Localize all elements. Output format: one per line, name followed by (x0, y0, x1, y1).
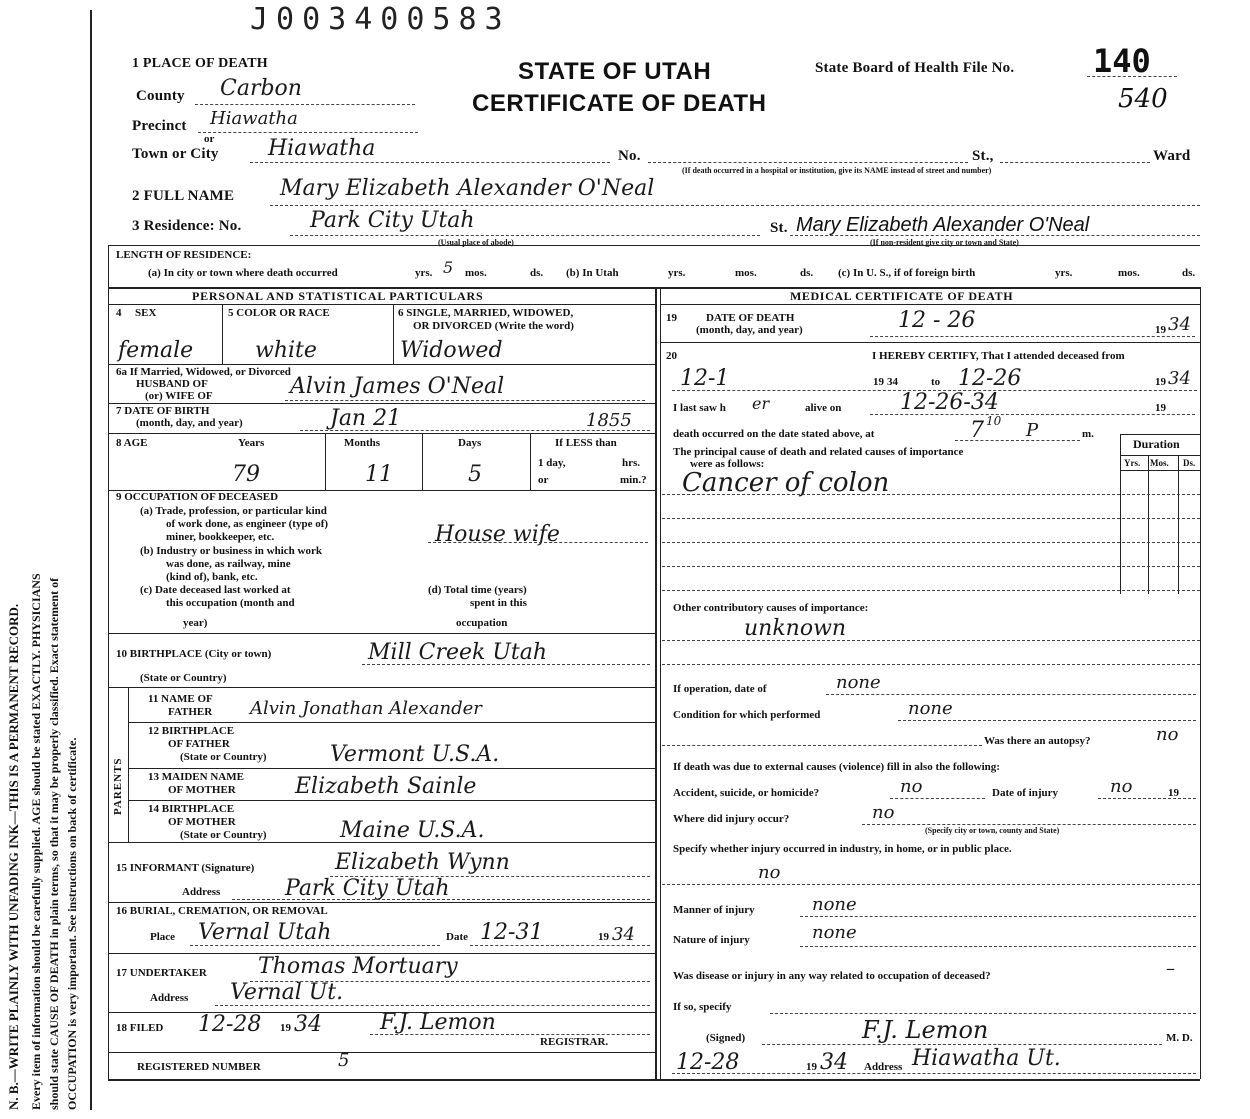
length-title: LENGTH OF RESIDENCE: (116, 249, 252, 261)
where-injury-value: no (872, 802, 895, 823)
marital-label-2: OR DIVORCED (Write the word) (413, 320, 574, 332)
time-minute: 10 (986, 414, 1002, 428)
residence-value: Park City Utah (310, 208, 475, 233)
informant-address-label: Address (182, 886, 221, 898)
days-label: Days (458, 437, 482, 449)
duration-mos: Mos. (1150, 458, 1169, 468)
length-a: (a) In city or town where death occurred (148, 267, 338, 279)
birthplace-value: Mill Creek Utah (368, 640, 548, 665)
precinct-label: Precinct (132, 118, 187, 134)
town-value: Hiawatha (268, 136, 376, 161)
length-b-mos: mos. (735, 267, 757, 279)
length-c-yrs: yrs. (1055, 267, 1073, 279)
length-b-ds: ds. (800, 267, 814, 279)
burial-place-label: Place (150, 931, 176, 943)
signed-year-prefix: 19 (806, 1061, 817, 1073)
undertaker-value: Thomas Mortuary (258, 954, 458, 979)
injury-date-value: no (1110, 776, 1133, 797)
last-seen-value: 12-26-34 (900, 390, 999, 415)
informant-value: Elizabeth Wynn (335, 850, 510, 875)
burial-place-value: Vernal Utah (198, 920, 332, 945)
time-pm: P (1026, 420, 1039, 441)
occ-c-2: this occupation (month and (166, 597, 295, 609)
accident-label: Accident, suicide, or homicide? (673, 787, 820, 799)
secondary-number: 540 (1118, 84, 1168, 114)
occ-d-3: occupation (456, 617, 508, 629)
autopsy-value: no (1156, 724, 1179, 745)
duration-label: Duration (1133, 437, 1180, 451)
dob-value: Jan 21 (330, 406, 402, 431)
physician-address-label: Address (864, 1061, 903, 1073)
date-of-death-value: 12 - 26 (898, 308, 976, 333)
residence-label: 3 Residence: No. (132, 218, 242, 234)
length-a-yrs: yrs. (415, 267, 433, 279)
color-label: 5 COLOR OR RACE (228, 307, 330, 319)
or-label: or (204, 133, 215, 145)
last-saw-her: er (752, 394, 770, 413)
state-title: STATE OF UTAH (518, 58, 712, 85)
frame-middle-2 (660, 287, 661, 1079)
filed-label: 18 FILED (116, 1022, 164, 1034)
length-a-mos: mos. (465, 267, 487, 279)
st-label: St., (972, 148, 994, 164)
father-bp-label-2: OF FATHER (168, 738, 230, 750)
serial-number: J003400583 (250, 2, 511, 37)
occupation-related-value: – (1166, 958, 1175, 979)
occ-b-3: (kind of), bank, etc. (166, 571, 258, 583)
spouse-label-2: HUSBAND OF (136, 378, 208, 390)
mother-bp-value: Maine U.S.A. (340, 818, 485, 843)
occupation-value: House wife (435, 522, 560, 547)
dob-year: 1855 (586, 410, 632, 431)
occupation-label: 9 OCCUPATION OF DECEASED (116, 491, 279, 503)
if-so-label: If so, specify (673, 1001, 732, 1013)
mother-bp-label-3: (State or Country) (180, 829, 267, 841)
physician-address: Hiawatha Ut. (912, 1046, 1061, 1071)
length-c-ds: ds. (1182, 267, 1196, 279)
cause-value: Cancer of colon (682, 468, 890, 498)
full-name-label: 2 FULL NAME (132, 188, 235, 204)
father-label-1: 11 NAME OF (148, 693, 213, 705)
medical-title: MEDICAL CERTIFICATE OF DEATH (790, 289, 1014, 303)
side-note-line4: OCCUPATION is very important. See instructions on back of certificate. (65, 737, 79, 1110)
father-bp-label-3: (State or Country) (180, 751, 267, 763)
frame-right (1200, 287, 1201, 1079)
undertaker-address-value: Vernal Ut. (230, 980, 344, 1005)
length-c: (c) In U. S., if of foreign birth (838, 267, 976, 279)
certificate-title: CERTIFICATE OF DEATH (472, 90, 767, 117)
item-4-number: 4 (116, 307, 122, 319)
town-label: Town or City (132, 146, 219, 162)
occ-b-1: (b) Industry or business in which work (140, 545, 322, 557)
registrar-label: REGISTRAR. (540, 1036, 609, 1048)
min-label: min.? (620, 474, 647, 486)
registered-number-value: 5 (338, 1050, 350, 1071)
residence-st-label: St. (770, 220, 788, 236)
condition-value: none (908, 698, 953, 719)
last-saw-label: I last saw h (673, 402, 726, 414)
personal-title: PERSONAL AND STATISTICAL PARTICULARS (192, 289, 484, 303)
rule-bottom (108, 1079, 1200, 1081)
occ-a-2: of work done, as engineer (type of) (166, 518, 329, 530)
registrar-signature: F.J. Lemon (380, 1010, 496, 1035)
mother-bp-label-1: 14 BIRTHPLACE (148, 803, 235, 815)
to-year: 34 (1168, 368, 1191, 389)
external-causes-label: If death was due to external causes (violence) fill in also the following: (673, 761, 1000, 773)
no-label: No. (618, 148, 641, 164)
undertaker-address-label: Address (150, 992, 189, 1004)
autopsy-label: Was there an autopsy? (984, 735, 1091, 747)
place-section-label: 1 PLACE OF DEATH (132, 56, 268, 71)
side-note-line1: N. B.—WRITE PLAINLY WITH UNFADING INK—THIS IS A PERMANENT RECORD. (6, 603, 21, 1110)
one-day-label: 1 day, (538, 457, 566, 469)
typed-full-name: Mary Elizabeth Alexander O'Neal (796, 214, 1090, 236)
burial-date-value: 12-31 (480, 920, 544, 945)
filed-year: 34 (294, 1012, 322, 1037)
spouse-value: Alvin James O'Neal (290, 374, 505, 399)
injury-date-label: Date of injury (992, 787, 1058, 799)
occ-d-2: spent in this (470, 597, 527, 609)
hrs-label: hrs. (622, 457, 641, 469)
certify-label: I HEREBY CERTIFY, That I attended deceased from (872, 350, 1125, 362)
ward-label: Ward (1153, 148, 1191, 164)
side-note-line3: should state CAUSE OF DEATH in plain terms, so that it may be properly classified. Exact statement of (47, 577, 61, 1110)
nonres-note: (If non-resident give city or town and State) (870, 238, 1019, 247)
length-a-ds: ds. (530, 267, 544, 279)
months-label: Months (344, 437, 381, 449)
alive-on-label: alive on (805, 402, 842, 414)
manner-label: Manner of injury (673, 904, 755, 916)
registered-number-label: REGISTERED NUMBER (137, 1061, 261, 1073)
attended-from: 12-1 (680, 366, 730, 391)
occupation-related-label: Was disease or injury in any way related to occupation of deceased? (673, 970, 991, 982)
duration-yrs: Yrs. (1124, 458, 1141, 468)
cause-label-1: The principal cause of death and related causes of importance (673, 446, 964, 458)
length-b: (b) In Utah (566, 267, 619, 279)
from-year-prefix: 19 (873, 376, 884, 388)
dob-label-2: (month, day, and year) (136, 417, 243, 429)
dod-year: 34 (1168, 314, 1191, 335)
contributory-value: unknown (744, 616, 847, 641)
undertaker-label: 17 UNDERTAKER (116, 967, 207, 979)
length-b-yrs: yrs. (668, 267, 686, 279)
filed-value: 12-28 (198, 1012, 262, 1037)
abode-note: (Usual place of abode) (438, 238, 514, 247)
length-c-mos: mos. (1118, 267, 1140, 279)
occ-a-1: (a) Trade, profession, or particular kind (140, 505, 327, 517)
father-bp-label-1: 12 BIRTHPLACE (148, 725, 235, 737)
mother-label-2: OF MOTHER (168, 784, 236, 796)
age-years: 79 (232, 462, 260, 487)
occ-d-1: (d) Total time (years) (428, 584, 527, 596)
to-year-prefix: 19 (1155, 376, 1166, 388)
years-label: Years (238, 437, 265, 449)
sex-label: SEX (135, 307, 157, 319)
side-border (90, 10, 92, 1110)
nature-value: none (812, 922, 857, 943)
dob-label-1: 7 DATE OF BIRTH (116, 405, 210, 417)
signed-date: 12-28 (676, 1050, 740, 1075)
where-note: (Specify city or town, county and State) (925, 826, 1060, 835)
place-note: (If death occurred in a hospital or institution, give its NAME instead of street and number) (682, 166, 992, 175)
md-label: M. D. (1166, 1032, 1193, 1044)
occ-c-3: year) (183, 617, 208, 629)
condition-label: Condition for which performed (673, 709, 821, 721)
full-name-value: Mary Elizabeth Alexander O'Neal (280, 176, 655, 201)
physician-signature: F.J. Lemon (862, 1016, 989, 1044)
burial-year: 34 (612, 924, 635, 945)
parents-label: PARENTS (112, 757, 124, 815)
sex-value: female (118, 338, 194, 363)
burial-label: 16 BURIAL, CREMATION, OR REMOVAL (116, 905, 328, 917)
occ-a-3: miner, bookkeeper, etc. (166, 531, 275, 543)
age-days: 5 (468, 462, 482, 487)
age-months: 11 (365, 462, 393, 487)
manner-value: none (812, 894, 857, 915)
file-number: 140 (1093, 42, 1151, 80)
informant-address-value: Park City Utah (285, 876, 450, 901)
death-occurred-label: death occurred on the date stated above, at (673, 428, 875, 440)
county-label: County (136, 88, 185, 104)
cause-label-2: were as follows: (690, 458, 765, 470)
signed-year: 34 (820, 1050, 848, 1075)
color-value: white (255, 338, 317, 363)
father-value: Alvin Jonathan Alexander (250, 698, 482, 719)
burial-date-label: Date (446, 931, 468, 943)
where-injury-label: Where did injury occur? (673, 813, 790, 825)
marital-label-1: 6 SINGLE, MARRIED, WIDOWED, (398, 307, 574, 319)
marital-value: Widowed (400, 338, 503, 363)
item-20-number: 20 (666, 350, 677, 362)
contributory-label: Other contributory causes of importance: (673, 602, 869, 614)
less-than-label: If LESS than (555, 437, 617, 449)
injury-year-prefix: 19 (1168, 787, 1179, 799)
mother-label-1: 13 MAIDEN NAME (148, 771, 244, 783)
occ-c-1: (c) Date deceased last worked at (140, 584, 291, 596)
file-number-label: State Board of Health File No. (815, 60, 1015, 76)
length-a-years: 5 (443, 258, 454, 277)
to-label: to (931, 376, 941, 388)
spouse-label-1: 6a If Married, Widowed, or Divorced (116, 366, 291, 378)
date-of-death-label-2: (month, day, and year) (696, 324, 803, 336)
specify-value: no (758, 862, 781, 883)
accident-value: no (900, 776, 923, 797)
specify-label: Specify whether injury occurred in industry, in home, or in public place. (673, 843, 1012, 855)
dod-year-prefix: 19 (1155, 324, 1166, 336)
signed-label: (Signed) (706, 1032, 746, 1044)
from-year: 34 (887, 376, 898, 388)
last-year-prefix: 19 (1155, 402, 1166, 414)
occ-b-2: was done, as railway, mine (166, 558, 291, 570)
time-suffix: m. (1082, 428, 1094, 440)
mother-bp-label-2: OF MOTHER (168, 816, 236, 828)
date-of-death-label-1: DATE OF DEATH (706, 312, 795, 324)
precinct-value: Hiawatha (210, 108, 298, 129)
side-note-line2: Every item of information should be carefully supplied. AGE should be stated EXACTLY. PHYSICIANS (29, 573, 43, 1110)
father-label-2: FATHER (168, 706, 213, 718)
time-hour: 7 (970, 418, 984, 443)
frame-middle (655, 287, 657, 1079)
age-label: 8 AGE (116, 437, 148, 449)
father-bp-value: Vermont U.S.A. (330, 742, 500, 767)
item-19-number: 19 (666, 312, 677, 324)
duration-ds: Ds. (1183, 458, 1196, 468)
spouse-label-3: (or) WIFE OF (145, 390, 213, 402)
burial-year-prefix: 19 (598, 931, 609, 943)
filed-year-prefix: 19 (280, 1022, 291, 1034)
attended-to: 12-26 (958, 366, 1022, 391)
or-min-label: or (538, 474, 549, 486)
county-value: Carbon (220, 76, 302, 101)
operation-label: If operation, date of (673, 683, 767, 695)
rule-top (108, 245, 1200, 246)
nature-label: Nature of injury (673, 934, 750, 946)
informant-label: 15 INFORMANT (Signature) (116, 862, 255, 874)
birthplace-label: 10 BIRTHPLACE (City or town) (116, 648, 272, 660)
birthplace-state-label: (State or Country) (140, 672, 227, 684)
mother-value: Elizabeth Sainle (295, 774, 477, 799)
operation-value: none (836, 672, 881, 693)
